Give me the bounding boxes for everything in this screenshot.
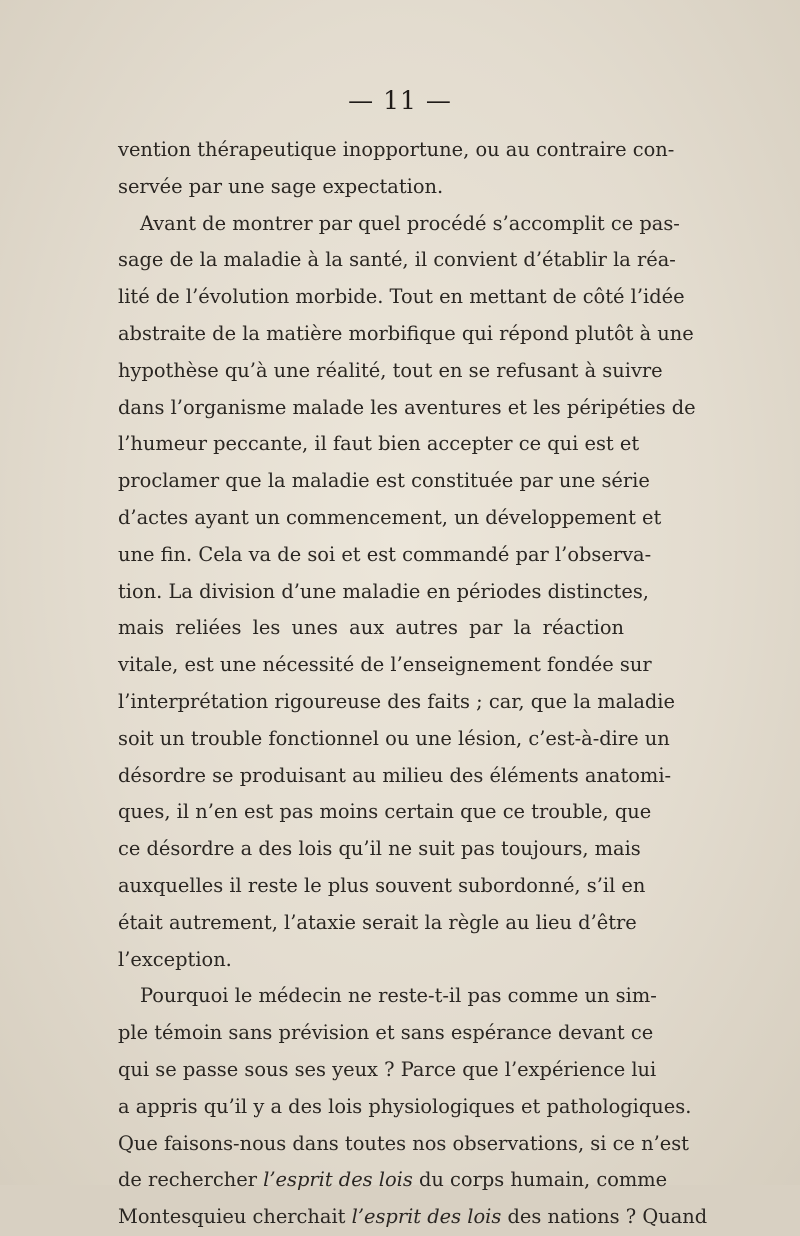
line-29-italic: l’esprit des lois bbox=[263, 1168, 413, 1192]
text-line: servée par une sage expectation. bbox=[118, 174, 444, 198]
text-line-30 bbox=[118, 1199, 708, 1236]
text-line: tion. La division d’une maladie en périodes distinctes, bbox=[118, 579, 649, 603]
text-line: Avant de montrer par quel procédé s’accomplit ce pas- bbox=[140, 211, 680, 235]
text-line: ple témoin sans prévision et sans espérance devant ce bbox=[118, 1021, 654, 1045]
text-line: l’humeur peccante, il faut bien accepter ce qui est et bbox=[118, 432, 640, 456]
text-line: soit un trouble fonctionnel ou une lésion, c’est-à-dire un bbox=[118, 726, 670, 750]
line-30-part-a: Montesquieu cherchait bbox=[118, 1205, 352, 1229]
text-line: a appris qu’il y a des lois physiologiques et pathologiques. bbox=[118, 1094, 692, 1118]
text-line: l’exception. bbox=[118, 947, 232, 971]
text-line: Pourquoi le médecin ne reste-t-il pas comme un sim- bbox=[140, 984, 657, 1008]
text-line: l’interprétation rigoureuse des faits ; car, que la maladie bbox=[118, 689, 675, 713]
paragraph-lines bbox=[118, 132, 696, 1162]
text-line: ce désordre a des lois qu’il ne suit pas toujours, mais bbox=[118, 837, 641, 861]
text-line: lité de l’évolution morbide. Tout en mettant de côté l’idée bbox=[118, 285, 685, 309]
text-line: hypothèse qu’à une réalité, tout en se refusant à suivre bbox=[118, 358, 663, 382]
line-30-italic: l’esprit des lois bbox=[351, 1205, 502, 1229]
text-line: ques, il n’en est pas moins certain que ce trouble, que bbox=[118, 800, 652, 824]
text-line: qui se passe sous ses yeux ? Parce que l’expérience lui bbox=[118, 1057, 657, 1081]
text-line: vention thérapeutique inopportune, ou au contraire con- bbox=[118, 138, 675, 161]
text-line: auxquelles il reste le plus souvent subordonné, s’il en bbox=[118, 873, 646, 897]
text-line: abstraite de la matière morbifique qui répond plutôt à une bbox=[118, 321, 694, 345]
text-line: proclamer que la maladie est constituée par une série bbox=[118, 469, 650, 493]
text-line: vitale, est une nécessité de l’enseignement fondée sur bbox=[118, 653, 652, 677]
text-line-29 bbox=[118, 1162, 668, 1199]
text-line: mais reliées les unes aux autres par la réaction bbox=[118, 616, 624, 640]
page-number: — 11 — bbox=[348, 86, 452, 115]
text-line: était autrement, l’ataxie serait la règle au lieu d’être bbox=[118, 910, 637, 934]
body-text bbox=[118, 132, 708, 1236]
text-line: dans l’organisme malade les aventures et les péripéties de bbox=[118, 395, 696, 419]
text-line: Que faisons-nous dans toutes nos observations, si ce n’est bbox=[118, 1131, 689, 1155]
line-29-part-a: de rechercher bbox=[118, 1168, 264, 1192]
text-line: désordre se produisant au milieu des éléments anatomi- bbox=[118, 763, 672, 787]
text-line: une fin. Cela va de soi et est commandé par l’observa- bbox=[118, 542, 652, 566]
line-29-part-c: du corps humain, comme bbox=[412, 1168, 668, 1192]
line-30-part-c: des nations ? Quand bbox=[501, 1205, 708, 1229]
text-line: d’actes ayant un commencement, un développement et bbox=[118, 505, 662, 529]
text-line: sage de la maladie à la santé, il convient d’établir la réa- bbox=[118, 248, 676, 272]
